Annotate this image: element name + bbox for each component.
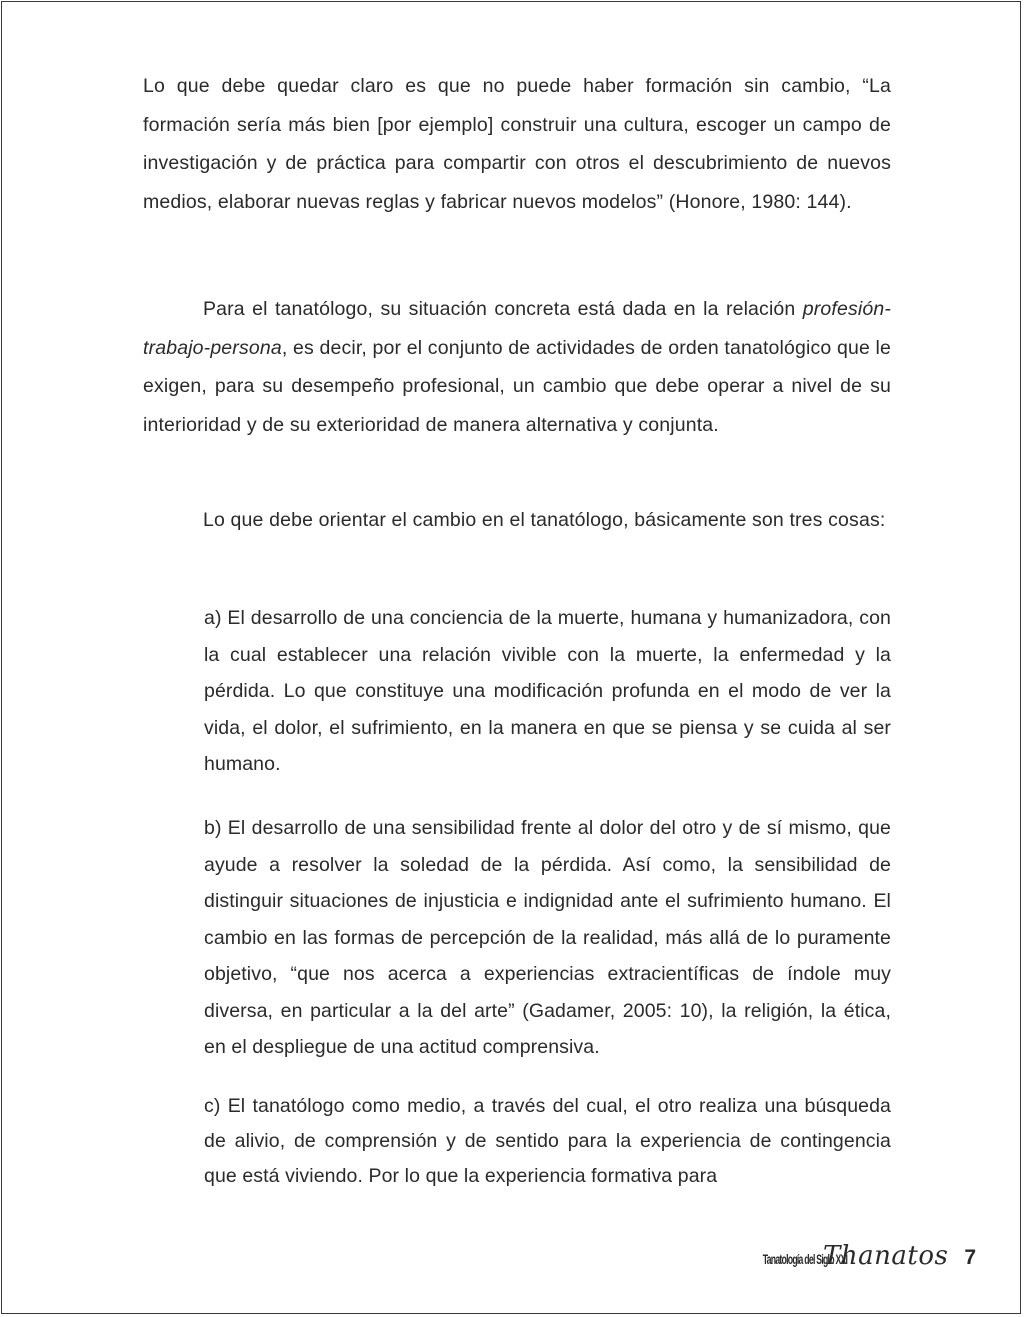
paragraph-2-start: Para el tanatólogo, su situación concreta está dada en la relación (203, 298, 803, 320)
paragraph-2-italic-term: profesión-trabajo-persona (143, 298, 891, 359)
list-item-a: a) El desarrollo de una conciencia de la muerte, humana y humanizadora, con la cual establecer una relación vivible con la muerte, la enfermedad y la pérdida. Lo que constituye una modificación profunda en el modo de ver la vida, el dolor, el sufrimiento, en la manera en que se piensa y se cuida al ser humano. (204, 607, 891, 775)
list-item-b: b) El desarrollo de una sensibilidad frente al dolor del otro y de sí mismo, que ayude a resolver la soledad de la pérdida. Así como, la sensibilidad de distinguir situaciones de injusticia e indignidad ante el sufrimiento humano. El cambio en las formas de percepción de la realidad, más allá de lo puramente objetivo, “que nos acerca a experiencias extracientíficas de índole muy diversa, en particular a la del arte” (Gadamer, 2005: 10), la religión, la ética, en el despliegue de una actitud comprensiva. (204, 817, 891, 1058)
list-item-c: c) El tanatólogo como medio, a través del cual, el otro realiza una búsqueda de alivio, de comprensión y de sentido para la experiencia de contingencia que está viviendo. Por lo que la experiencia formativa para (204, 1095, 891, 1187)
page-number: 7 (964, 1246, 976, 1269)
footer-logo: Thanatos (823, 1241, 949, 1271)
paragraph-2-end: , es decir, por el conjunto de actividades de orden tanatológico que le exigen, para su desempeño profesional, un cambio que debe operar a nivel de su interioridad y de su exterioridad de manera alternativa y conjunta. (143, 336, 891, 436)
paragraph-3: Lo que debe orientar el cambio en el tanatólogo, básicamente son tres cosas: (203, 509, 886, 531)
paragraph-2 (143, 290, 891, 444)
paragraph-1: Lo que debe quedar claro es que no puede haber formación sin cambio, “La formación sería más bien [por ejemplo] construir una cultura, escoger un campo de investigación y de práctica para compartir con otros el descubrimiento de nuevos medios, elaborar nuevas reglas y fabricar nuevos modelos” (Honore, 1980: 144). (143, 75, 891, 213)
page-footer (711, 1241, 976, 1277)
footer-series-title: Tanatología del Siglo XXI (762, 1251, 848, 1267)
